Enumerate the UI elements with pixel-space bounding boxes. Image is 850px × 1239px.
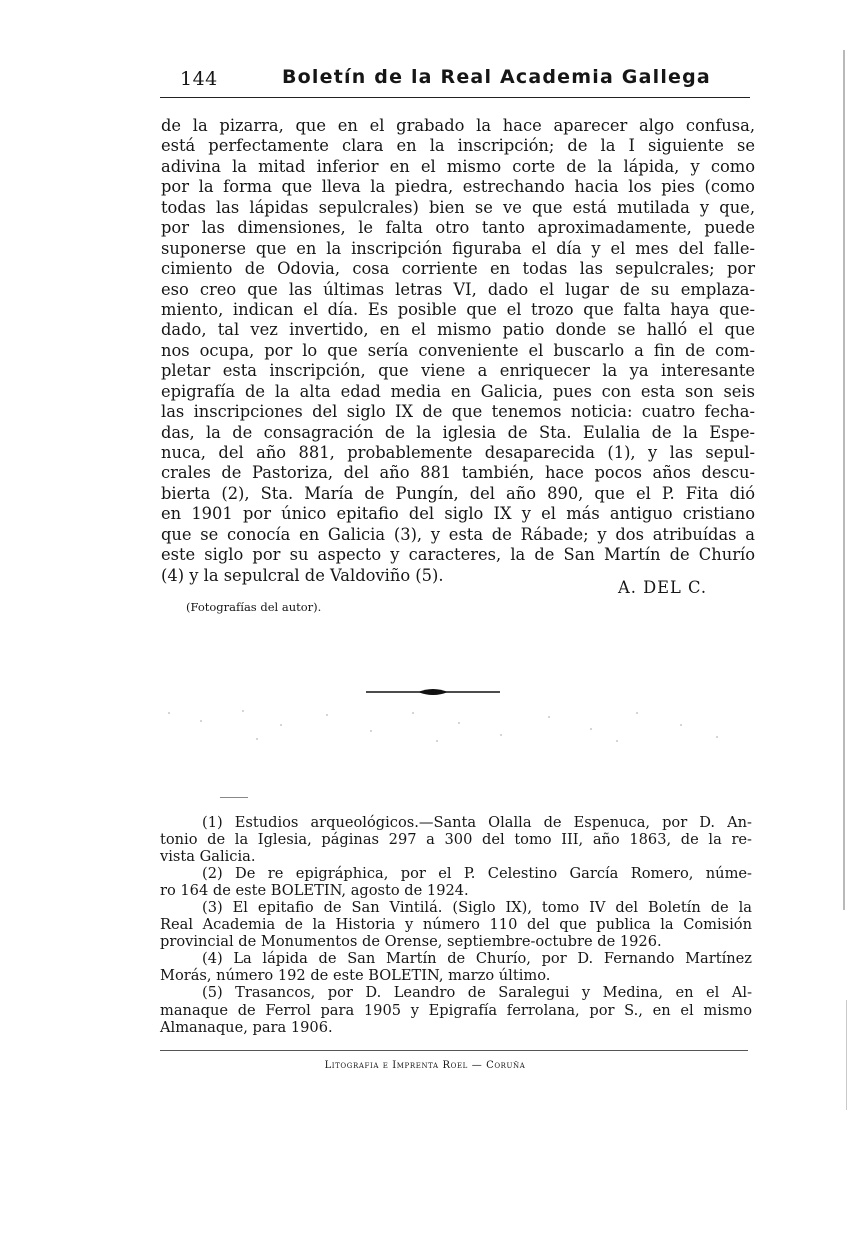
footnote-line: vista Galicia.	[160, 848, 256, 866]
footnote-line: Real Academia de la Historia y número 110 del que publica la Comisión	[160, 916, 752, 934]
footnote-line: (5) Trasancos, por D. Leandro de Saralegui y Medina, en el Al-	[202, 984, 752, 1002]
body-line: en 1901 por único epitafio del siglo IX y el más antiguo cristiano	[161, 504, 755, 524]
footnote-line: manaque de Ferrol para 1905 y Epigrafía ferrolana, por S., en el mismo	[160, 1001, 752, 1019]
body-line: epigrafía de la alta edad media en Galicia, pues con esta son seis	[161, 381, 755, 401]
footnote-line: Morás, número 192 de este BOLETIN, marzo último.	[160, 967, 551, 985]
body-line: este siglo por su aspecto y caracteres, la de San Martín de Churío	[161, 545, 755, 565]
photo-credit: (Fotografías del autor).	[186, 600, 322, 614]
footnote-line: (1) Estudios arqueológicos.—Santa Olalla de Espenuca, por D. An-	[202, 814, 752, 831]
page-number: 144	[180, 68, 218, 90]
footnote-separator	[220, 797, 248, 798]
body-line: cimiento de Odovia, cosa corriente en todas las sepulcrales; por	[161, 259, 755, 279]
header-rule	[160, 97, 750, 98]
running-header	[160, 66, 750, 96]
body-line: adivina la mitad inferior en el mismo corte de la lápida, y como	[161, 156, 755, 176]
body-line: todas las lápidas sepulcrales) bien se ve que está mutilada y que,	[161, 197, 755, 217]
body-line: nuca, del año 881, probablemente desaparecida (1), y las sepul-	[161, 443, 755, 462]
body-line: las inscripciones del siglo IX de que tenemos noticia: cuatro fecha-	[161, 402, 755, 422]
author-signature: A. DEL C.	[618, 578, 708, 597]
scan-edge-mark	[843, 50, 845, 910]
footnote-line: Almanaque, para 1906.	[160, 1018, 333, 1036]
journal-title: Boletín de la Real Academia Gallega	[282, 66, 711, 88]
footnote-line: ro 164 de este BOLETIN, agosto de 1924.	[160, 882, 469, 900]
footnote-line: (3) El epitafio de San Vintilá. (Siglo IX), tomo IV del Boletín de la	[202, 899, 752, 917]
body-line: pletar esta inscripción, que viene a enriquecer la ya interesante	[161, 361, 755, 381]
footnotes	[160, 814, 752, 1036]
body-line: das, la de consagración de la iglesia de Sta. Eulalia de la Espe-	[161, 422, 755, 442]
footnote-line: (2) De re epigráphica, por el P. Celestino García Romero, núme-	[202, 865, 752, 883]
footnote-line: provincial de Monumentos de Orense, septiembre-octubre de 1926.	[160, 933, 662, 951]
body-line: miento, indican el día. Es posible que el trozo que falta haya que-	[161, 299, 755, 319]
body-line: por las dimensiones, le falta otro tanto aproximadamente, puede	[161, 218, 755, 238]
body-line: por la forma que lleva la piedra, estrechando hacia los pies (como	[161, 177, 755, 197]
body-line: crales de Pastoriza, del año 881 también, hace pocos años descu-	[161, 463, 755, 483]
printer-imprint: Litografia e Imprenta Roel — Coruña	[324, 1060, 526, 1071]
show-through-marks	[160, 706, 730, 746]
body-line: (4) y la sepulcral de Valdoviño (5).	[161, 565, 444, 585]
scan-edge-mark	[846, 1000, 847, 1110]
body-line: bierta (2), Sta. María de Pungín, del año 890, que el P. Fita dió	[161, 483, 755, 503]
body-line: de la pizarra, que en el grabado la hace aparecer algo confusa,	[161, 116, 755, 135]
section-divider-ornament	[364, 684, 502, 700]
footnote-line: (4) La lápida de San Martín de Churío, por D. Fernando Martínez	[202, 950, 752, 968]
body-line: que se conocía en Galicia (3), y esta de Rábade; y dos atribuídas a	[161, 524, 755, 544]
footnote-line: tonio de la Iglesia, páginas 297 a 300 del tomo III, año 1863, de la re-	[160, 831, 752, 849]
body-line: nos ocupa, por lo que sería conveniente el buscarlo a fin de com-	[161, 340, 755, 360]
article-body	[161, 116, 755, 586]
body-line: dado, tal vez invertido, en el mismo patio donde se halló el que	[161, 320, 755, 340]
body-line: eso creo que las últimas letras VI, dado el lugar de su emplaza-	[161, 279, 755, 299]
body-line: suponerse que en la inscripción figuraba el día y el mes del falle-	[161, 238, 755, 258]
footer-rule	[160, 1050, 748, 1051]
body-line: está perfectamente clara en la inscripción; de la I siguiente se	[161, 136, 755, 156]
